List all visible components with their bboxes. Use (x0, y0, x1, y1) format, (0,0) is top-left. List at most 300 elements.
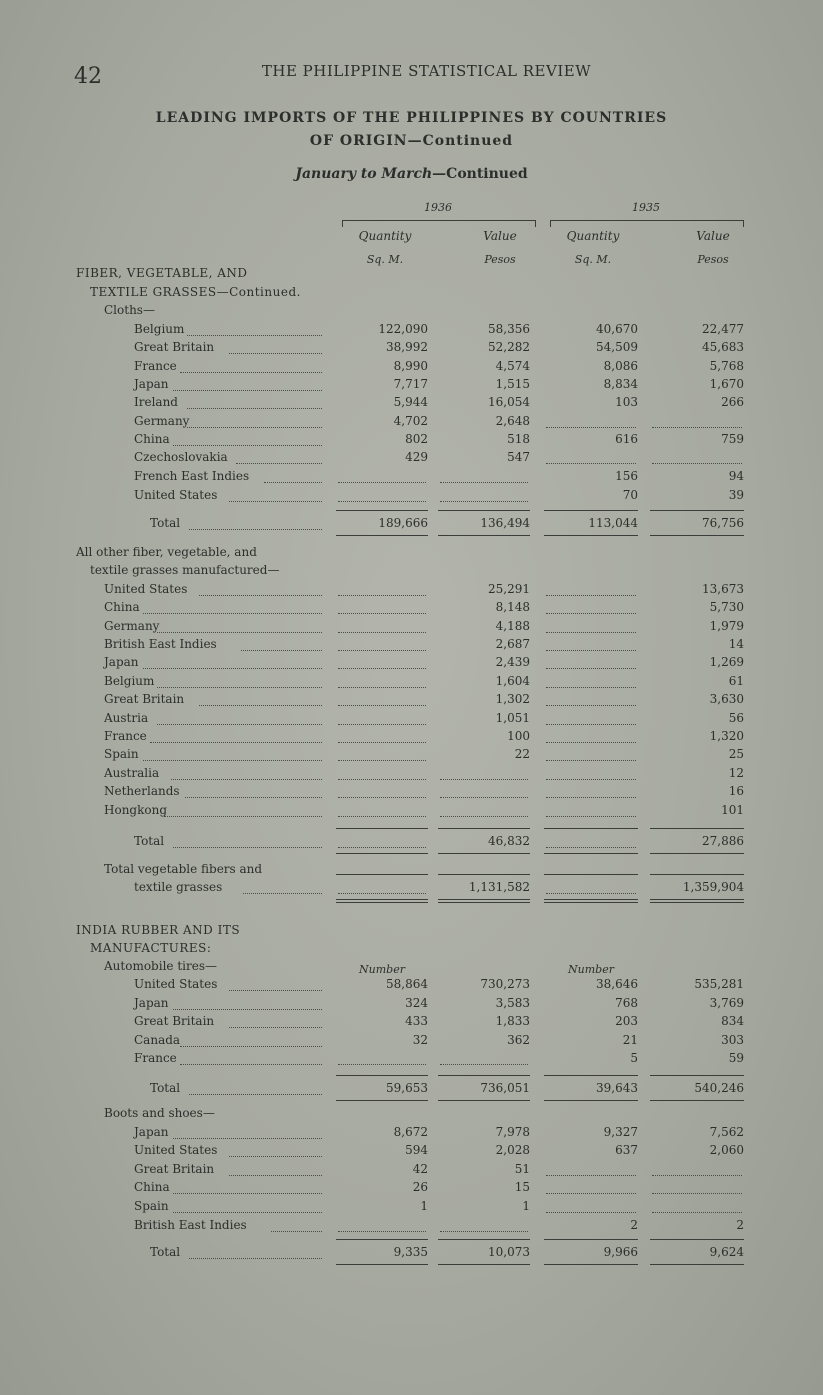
table-cell: 594 (405, 1143, 428, 1157)
table-cell: 52,282 (488, 340, 530, 354)
table-cell: 1,302 (495, 692, 530, 706)
table-cell: 8,148 (495, 600, 530, 614)
empty-cell-dots (338, 649, 426, 651)
country-label: Spain (134, 1199, 169, 1213)
unit-pesos-1935: Pesos (697, 253, 729, 266)
empty-cell-dots (338, 723, 426, 725)
table-cell: 25,291 (488, 582, 530, 596)
country-label: British East Indies (104, 637, 217, 651)
sum-rule-below (650, 535, 744, 536)
table-cell: 3,583 (495, 996, 530, 1010)
sum-rule-above (438, 874, 530, 875)
sum-rule-above (336, 874, 428, 875)
country-label: Germany (104, 619, 160, 633)
sum-rule-above (438, 1239, 530, 1240)
table-cell: 1,131,582 (468, 880, 530, 894)
table-title-line1: LEADING IMPORTS OF THE PHILIPPINES BY COUNTRIES (155, 110, 668, 126)
table-cell: 637 (615, 1143, 638, 1157)
table-cell: 101 (721, 803, 744, 817)
sum-rule-above (544, 1075, 638, 1076)
table-cell: 2,648 (495, 414, 530, 428)
row-heading: INDIA RUBBER AND ITS (76, 923, 241, 937)
table-cell: 540,246 (694, 1081, 744, 1095)
country-label: France (104, 729, 147, 743)
table-cell: 802 (405, 432, 428, 446)
empty-cell-dots (546, 631, 636, 633)
unit-sqm-1936: Sq. M. (366, 253, 404, 266)
country-label: France (134, 1051, 177, 1065)
empty-cell-dots (546, 778, 636, 780)
table-subtitle (0, 166, 823, 182)
sum-rule-below (544, 1100, 638, 1101)
table-cell: 61 (728, 674, 744, 688)
table-cell: 203 (615, 1014, 638, 1028)
empty-cell-dots (546, 649, 636, 651)
sum-rule-above (650, 510, 744, 511)
page-number: 42 (74, 64, 102, 89)
table-cell: 5 (630, 1051, 638, 1065)
leader-dots (185, 796, 322, 798)
table-cell: 103 (615, 395, 638, 409)
empty-cell-dots (338, 1230, 426, 1232)
table-cell: 1,979 (709, 619, 744, 633)
leader-dots (189, 1093, 322, 1095)
table-cell: 27,886 (702, 834, 744, 848)
total-label: Total (150, 516, 181, 530)
empty-cell-dots (440, 796, 528, 798)
table-cell: 433 (405, 1014, 428, 1028)
table-cell: 3,769 (709, 996, 744, 1010)
empty-cell-dots (546, 741, 636, 743)
row-heading: All other fiber, vegetable, and (76, 545, 257, 559)
leader-dots (157, 631, 322, 633)
table-cell: 2,439 (495, 655, 530, 669)
leader-dots (173, 1137, 322, 1139)
table-cell: 730,273 (480, 977, 530, 991)
table-cell: 1,269 (709, 655, 744, 669)
country-label: China (104, 600, 140, 614)
empty-cell-dots (546, 462, 636, 464)
leader-dots (143, 759, 322, 761)
table-cell: 4,702 (393, 414, 428, 428)
table-cell: 100 (507, 729, 530, 743)
sum-rule-above (650, 1239, 744, 1240)
country-label: United States (134, 1143, 218, 1157)
table-cell: 324 (405, 996, 428, 1010)
table-cell: 16,054 (488, 395, 530, 409)
table-cell: 59 (728, 1051, 744, 1065)
country-label: Australia (104, 766, 160, 780)
table-cell: 9,966 (603, 1245, 638, 1259)
row-heading: Total vegetable fibers and (104, 862, 263, 876)
row-heading: Boots and shoes— (104, 1106, 215, 1120)
sum-rule-above (336, 1239, 428, 1240)
country-label: Great Britain (134, 1162, 215, 1176)
table-cell: 8,990 (393, 359, 428, 373)
table-cell: 1,051 (495, 711, 530, 725)
sum-rule-below (438, 853, 530, 854)
year-1936: 1936 (424, 201, 452, 214)
leader-dots (143, 667, 322, 669)
empty-cell-dots (338, 741, 426, 743)
table-cell: 429 (405, 450, 428, 464)
empty-cell-dots (338, 759, 426, 761)
sum-rule-below (336, 853, 428, 854)
table-cell: 46,832 (488, 834, 530, 848)
leader-dots (229, 1155, 322, 1157)
col-header-value-1935: Value (696, 229, 730, 243)
table-cell: 94 (728, 469, 744, 483)
sum-rule-double (544, 902, 638, 903)
country-label: Great Britain (134, 340, 215, 354)
empty-cell-dots (338, 1063, 426, 1065)
unit-number-label: Number (568, 963, 614, 976)
subtitle-continued: —Continued (432, 166, 528, 182)
empty-cell-dots (338, 667, 426, 669)
empty-cell-dots (440, 481, 528, 483)
table-cell: 736,051 (480, 1081, 530, 1095)
total-label: Total (150, 1081, 181, 1095)
leader-dots (173, 1008, 322, 1010)
empty-cell-dots (652, 1211, 742, 1213)
year-brace-1935 (550, 220, 744, 227)
empty-cell-dots (338, 481, 426, 483)
row-heading: FIBER, VEGETABLE, AND (76, 266, 248, 280)
table-cell: 40,670 (596, 322, 638, 336)
table-cell: 58,864 (386, 977, 428, 991)
table-cell: 4,188 (495, 619, 530, 633)
table-cell: 7,717 (393, 377, 428, 391)
leader-dots (243, 892, 322, 894)
table-cell: 38,646 (596, 977, 638, 991)
table-cell: 156 (615, 469, 638, 483)
leader-dots (173, 389, 322, 391)
empty-cell-dots (546, 686, 636, 688)
year-brace-1936 (342, 220, 536, 227)
leader-dots (199, 704, 322, 706)
sum-rule-above (438, 510, 530, 511)
sum-rule-below (336, 899, 428, 900)
sum-rule-below (650, 853, 744, 854)
row-heading: MANUFACTURES: (90, 941, 212, 955)
sum-rule-below (544, 535, 638, 536)
empty-cell-dots (440, 815, 528, 817)
empty-cell-dots (546, 815, 636, 817)
table-cell: 2 (736, 1218, 744, 1232)
empty-cell-dots (338, 500, 426, 502)
running-head: THE PHILIPPINE STATISTICAL REVIEW (261, 62, 592, 80)
country-label: France (134, 359, 177, 373)
sum-rule-below (336, 1264, 428, 1265)
table-cell: 7,978 (495, 1125, 530, 1139)
unit-number-label: Number (359, 963, 405, 976)
empty-cell-dots (338, 815, 426, 817)
empty-cell-dots (440, 1230, 528, 1232)
col-header-quantity-1936: Quantity (358, 229, 412, 243)
table-cell: 56 (728, 711, 744, 725)
table-cell: 2 (630, 1218, 638, 1232)
table-cell: 8,834 (603, 377, 638, 391)
country-label: Great Britain (134, 1014, 215, 1028)
table-cell: 8,672 (393, 1125, 428, 1139)
sum-rule-above (336, 510, 428, 511)
leader-dots (150, 741, 322, 743)
table-cell: 9,624 (709, 1245, 744, 1259)
empty-cell-dots (338, 612, 426, 614)
leader-dots (187, 426, 322, 428)
sum-rule-below (438, 1264, 530, 1265)
empty-cell-dots (546, 846, 636, 848)
country-label: British East Indies (134, 1218, 247, 1232)
country-label: Ireland (134, 395, 178, 409)
col-header-quantity-1935: Quantity (566, 229, 620, 243)
sum-rule-above (544, 1239, 638, 1240)
country-label: Japan (134, 377, 169, 391)
country-label: Czechoslovakia (134, 450, 228, 464)
table-cell: 38,992 (386, 340, 428, 354)
sum-rule-below (544, 899, 638, 900)
leader-dots (164, 815, 322, 817)
table-cell: 5,944 (393, 395, 428, 409)
table-cell: 303 (721, 1033, 744, 1047)
table-cell: 13,673 (702, 582, 744, 596)
country-label: United States (134, 488, 218, 502)
leader-dots (236, 462, 322, 464)
leader-dots (173, 1211, 322, 1213)
subtitle-period: January to March (295, 166, 433, 182)
leader-dots (171, 778, 322, 780)
year-1935: 1935 (632, 201, 660, 214)
empty-cell-dots (546, 704, 636, 706)
leader-dots (189, 528, 322, 530)
sum-rule-above (650, 1075, 744, 1076)
empty-cell-dots (440, 778, 528, 780)
table-cell: 5,730 (709, 600, 744, 614)
table-cell: 26 (412, 1180, 428, 1194)
leader-dots (229, 1026, 322, 1028)
leader-dots (173, 846, 322, 848)
leader-dots (199, 594, 322, 596)
table-cell: 616 (615, 432, 638, 446)
sum-rule-above (544, 874, 638, 875)
empty-cell-dots (652, 1192, 742, 1194)
country-label: Canada (134, 1033, 181, 1047)
leader-dots (241, 649, 322, 651)
table-cell: 1,359,904 (682, 880, 744, 894)
country-label: Japan (134, 996, 169, 1010)
table-cell: 535,281 (694, 977, 744, 991)
table-cell: 4,574 (495, 359, 530, 373)
leader-dots (143, 612, 322, 614)
unit-sqm-1935: Sq. M. (574, 253, 612, 266)
table-cell: 3,630 (709, 692, 744, 706)
total-label: Total (134, 834, 165, 848)
col-header-value-1936: Value (483, 229, 517, 243)
table-cell: 547 (507, 450, 530, 464)
table-cell: 9,335 (393, 1245, 428, 1259)
country-label: French East Indies (134, 469, 250, 483)
table-cell: 25 (728, 747, 744, 761)
table-cell: 16 (728, 784, 744, 798)
empty-cell-dots (338, 704, 426, 706)
table-cell: 42 (412, 1162, 428, 1176)
sum-rule-above (650, 828, 744, 829)
table-cell: 1,320 (709, 729, 744, 743)
table-cell: 12 (728, 766, 744, 780)
sum-rule-below (650, 1100, 744, 1101)
leader-dots (264, 481, 322, 483)
empty-cell-dots (546, 892, 636, 894)
table-cell: 45,683 (702, 340, 744, 354)
empty-cell-dots (338, 778, 426, 780)
total-label: Total (150, 1245, 181, 1259)
leader-dots (187, 407, 322, 409)
table-cell: 1,670 (709, 377, 744, 391)
row-heading: textile grasses manufactured— (90, 563, 280, 577)
table-cell: 70 (622, 488, 638, 502)
country-label: United States (104, 582, 188, 596)
empty-cell-dots (652, 462, 742, 464)
row-heading: Cloths— (104, 303, 155, 317)
sum-rule-above (438, 1075, 530, 1076)
sum-rule-below (650, 899, 744, 900)
table-title-line2: OF ORIGIN—Continued (309, 133, 514, 149)
table-cell: 2,687 (495, 637, 530, 651)
row-heading: TEXTILE GRASSES—Continued. (90, 285, 301, 299)
empty-cell-dots (338, 594, 426, 596)
country-label: Netherlands (104, 784, 180, 798)
empty-cell-dots (546, 1211, 636, 1213)
country-label: China (134, 432, 170, 446)
table-cell: 266 (721, 395, 744, 409)
country-label: Japan (104, 655, 139, 669)
leader-dots (229, 352, 322, 354)
table-cell: 59,653 (386, 1081, 428, 1095)
table-cell: 39,643 (596, 1081, 638, 1095)
empty-cell-dots (546, 1174, 636, 1176)
table-cell: 9,327 (603, 1125, 638, 1139)
table-cell: 32 (412, 1033, 428, 1047)
table-cell: 136,494 (480, 516, 530, 530)
sum-rule-above (336, 1075, 428, 1076)
unit-pesos-1936: Pesos (484, 253, 516, 266)
table-cell: 2,028 (495, 1143, 530, 1157)
table-cell: 189,666 (378, 516, 428, 530)
empty-cell-dots (338, 796, 426, 798)
table-cell: 1,604 (495, 674, 530, 688)
table-cell: 76,756 (702, 516, 744, 530)
sum-rule-above (438, 828, 530, 829)
country-label: textile grasses (134, 880, 223, 894)
country-label: Great Britain (104, 692, 185, 706)
empty-cell-dots (546, 759, 636, 761)
sum-rule-below (544, 853, 638, 854)
leader-dots (157, 723, 322, 725)
country-label: Japan (134, 1125, 169, 1139)
leader-dots (173, 444, 322, 446)
table-cell: 15 (514, 1180, 530, 1194)
leader-dots (180, 1063, 322, 1065)
row-heading: Automobile tires— (104, 959, 217, 973)
sum-rule-below (438, 1100, 530, 1101)
empty-cell-dots (546, 594, 636, 596)
sum-rule-below (438, 535, 530, 536)
table-cell: 362 (507, 1033, 530, 1047)
sum-rule-below (336, 1100, 428, 1101)
empty-cell-dots (338, 686, 426, 688)
empty-cell-dots (546, 612, 636, 614)
table-cell: 22 (514, 747, 530, 761)
table-cell: 1 (522, 1199, 530, 1213)
empty-cell-dots (546, 1192, 636, 1194)
empty-cell-dots (338, 846, 426, 848)
table-cell: 768 (615, 996, 638, 1010)
country-label: United States (134, 977, 218, 991)
empty-cell-dots (652, 1174, 742, 1176)
empty-cell-dots (546, 723, 636, 725)
country-label: Belgium (104, 674, 155, 688)
table-cell: 759 (721, 432, 744, 446)
sum-rule-below (650, 1264, 744, 1265)
sum-rule-double (336, 902, 428, 903)
sum-rule-below (544, 1264, 638, 1265)
table-cell: 21 (622, 1033, 638, 1047)
table-cell: 834 (721, 1014, 744, 1028)
sum-rule-below (438, 899, 530, 900)
sum-rule-double (438, 902, 530, 903)
table-cell: 58,356 (488, 322, 530, 336)
table-cell: 22,477 (702, 322, 744, 336)
leader-dots (271, 1230, 322, 1232)
table-cell: 518 (507, 432, 530, 446)
leader-dots (180, 371, 322, 373)
sum-rule-below (336, 535, 428, 536)
leader-dots (173, 1192, 322, 1194)
table-cell: 7,562 (709, 1125, 744, 1139)
table-cell: 51 (514, 1162, 530, 1176)
table-cell: 2,060 (709, 1143, 744, 1157)
leader-dots (187, 334, 322, 336)
leader-dots (157, 686, 322, 688)
table-cell: 1,515 (495, 377, 530, 391)
sum-rule-double (650, 902, 744, 903)
leader-dots (229, 989, 322, 991)
empty-cell-dots (546, 796, 636, 798)
empty-cell-dots (546, 667, 636, 669)
country-label: China (134, 1180, 170, 1194)
country-label: Hongkong (104, 803, 168, 817)
country-label: Belgium (134, 322, 185, 336)
empty-cell-dots (338, 631, 426, 633)
table-cell: 113,044 (588, 516, 638, 530)
table-cell: 14 (728, 637, 744, 651)
table-cell: 54,509 (596, 340, 638, 354)
empty-cell-dots (338, 892, 426, 894)
table-cell: 1 (420, 1199, 428, 1213)
sum-rule-above (336, 828, 428, 829)
table-cell: 1,833 (495, 1014, 530, 1028)
country-label: Austria (104, 711, 149, 725)
country-label: Spain (104, 747, 139, 761)
sum-rule-above (650, 874, 744, 875)
leader-dots (229, 500, 322, 502)
table-cell: 39 (728, 488, 744, 502)
sum-rule-above (544, 510, 638, 511)
empty-cell-dots (440, 1063, 528, 1065)
table-cell: 5,768 (709, 359, 744, 373)
empty-cell-dots (440, 500, 528, 502)
table-cell: 8,086 (603, 359, 638, 373)
